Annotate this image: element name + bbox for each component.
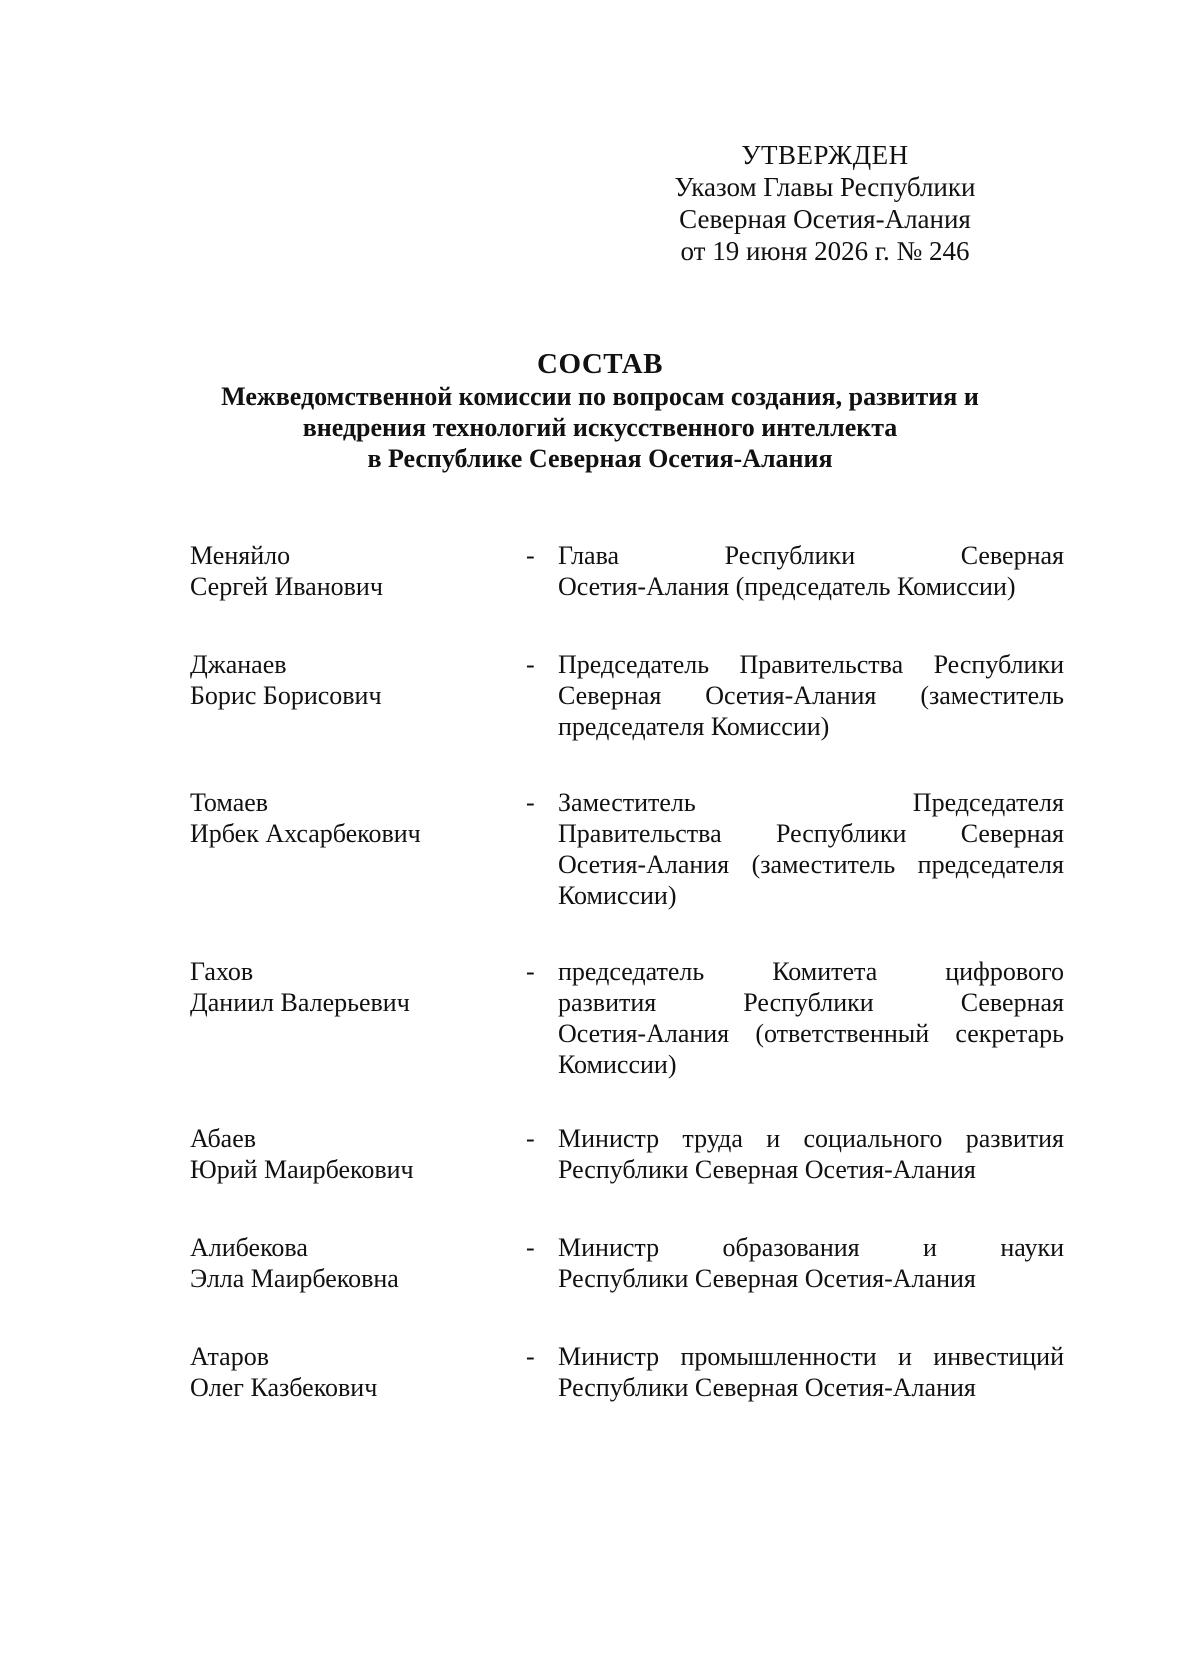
member-dash: - <box>526 541 535 570</box>
member-given-names: Сергей Иванович <box>190 572 383 601</box>
member-position <box>558 1341 1064 1403</box>
member-given-names: Даниил Валерьевич <box>190 988 410 1017</box>
member-position-line: Председатель Правительства Республики <box>558 650 1064 679</box>
member-position-line: Республики Северная Осетия-Алания <box>558 1373 976 1402</box>
member-dash: - <box>526 1124 535 1153</box>
document-subtitle-line-3: в Республике Северная Осетия-Алания <box>367 444 833 473</box>
approval-heading: УТВЕРЖДЕН <box>741 140 909 170</box>
member-position-line: Осетия-Алания (председатель Комиссии) <box>558 572 1016 601</box>
approval-line-1: Указом Главы Республики <box>674 172 976 202</box>
member-position-line: Комиссии) <box>558 1050 677 1079</box>
member-position-line: Глава Республики Северная <box>558 541 1064 570</box>
approval-line-2: Северная Осетия-Алания <box>679 204 971 234</box>
document-subtitle-line-2: внедрения технологий искусственного интеллекта <box>302 413 898 442</box>
member-position-line: Северная Осетия-Алания (заместитель <box>558 681 1064 710</box>
member-given-names: Ирбек Ахсарбекович <box>190 819 421 848</box>
member-given-names: Борис Борисович <box>190 681 382 710</box>
document-title: СОСТАВ <box>537 348 663 380</box>
member-given-names: Олег Казбекович <box>190 1373 378 1402</box>
member-position-line: Министр образования и науки <box>558 1233 1064 1262</box>
member-position-line: Министр труда и социального развития <box>558 1124 1064 1153</box>
member-name <box>190 956 510 1018</box>
member-given-names: Элла Маирбековна <box>190 1264 399 1293</box>
member-surname: Алибекова <box>190 1233 308 1262</box>
member-name <box>190 1232 510 1294</box>
member-position <box>558 956 1064 1080</box>
member-position-line: Комиссии) <box>558 881 677 910</box>
approval-line-3: от 19 июня 2026 г. № 246 <box>680 236 970 266</box>
member-position-line: Республики Северная Осетия-Алания <box>558 1264 976 1293</box>
member-name <box>190 787 510 849</box>
member-position-line: Заместитель Председателя <box>558 788 1064 817</box>
member-surname: Атаров <box>190 1342 269 1371</box>
member-dash: - <box>526 957 535 986</box>
document-title-block <box>150 347 1050 474</box>
member-position-line: развития Республики Северная <box>558 988 1064 1017</box>
member-name <box>190 540 510 602</box>
member-position-line: Республики Северная Осетия-Алания <box>558 1155 976 1184</box>
member-position <box>558 540 1064 602</box>
member-position <box>558 649 1064 742</box>
member-name <box>190 649 510 711</box>
member-position-line: Правительства Республики Северная <box>558 819 1064 848</box>
member-position-line: председателя Комиссии) <box>558 712 830 741</box>
member-position-line: Осетия-Алания (заместитель председателя <box>558 850 1064 879</box>
member-name <box>190 1123 510 1185</box>
member-name <box>190 1341 510 1403</box>
member-surname: Меняйло <box>190 541 291 570</box>
approval-stamp-block <box>655 139 995 267</box>
member-dash: - <box>526 1233 535 1262</box>
member-position-line: Министр промышленности и инвестиций <box>558 1342 1064 1371</box>
member-surname: Абаев <box>190 1124 257 1153</box>
member-dash: - <box>526 1342 535 1371</box>
member-given-names: Юрий Маирбекович <box>190 1155 414 1184</box>
member-surname: Джанаев <box>190 650 287 679</box>
document-subtitle-line-1: Межведомственной комиссии по вопросам создания, развития и <box>221 382 979 411</box>
member-position <box>558 787 1064 911</box>
member-position <box>558 1123 1064 1185</box>
member-dash: - <box>526 650 535 679</box>
member-position-line: Осетия-Алания (ответственный секретарь <box>558 1019 1064 1048</box>
member-surname: Гахов <box>190 957 254 986</box>
member-surname: Томаев <box>190 788 269 817</box>
member-position <box>558 1232 1064 1294</box>
member-dash: - <box>526 788 535 817</box>
member-position-line: председатель Комитета цифрового <box>558 957 1064 986</box>
